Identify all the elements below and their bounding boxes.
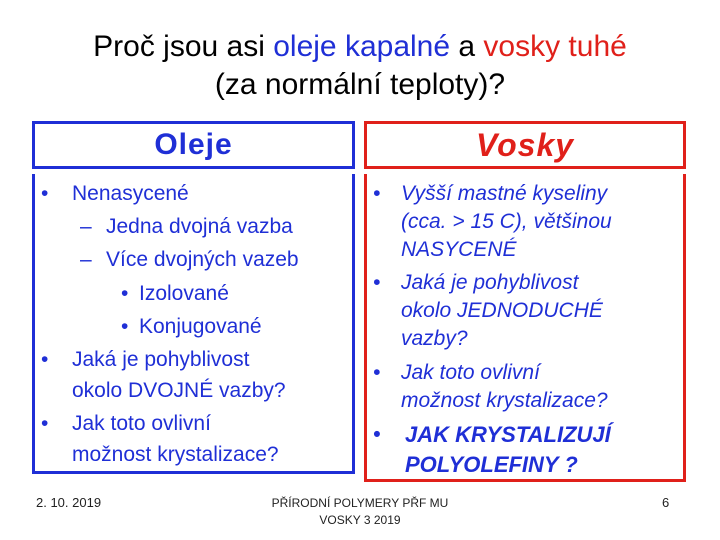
waxes-header-box	[364, 121, 686, 169]
waxes-item-mobility-1: Jaká je pohyblivost	[401, 271, 579, 294]
waxes-header: Vosky	[475, 126, 575, 163]
oils-item-crystal-q1: Jak toto ovlivní	[72, 412, 211, 435]
bullet-icon: •	[121, 282, 129, 305]
bullet-icon: •	[373, 361, 381, 384]
dash-icon: –	[80, 215, 92, 238]
bullet-icon: •	[41, 182, 49, 205]
bullet-icon: •	[41, 348, 49, 371]
bullet-icon: •	[121, 315, 129, 338]
bullet-icon: •	[373, 423, 381, 446]
oils-header: Oleje	[154, 128, 233, 161]
oils-header-box	[32, 121, 355, 169]
waxes-item-crystal-1: Jak toto ovlivní	[401, 361, 540, 384]
waxes-item-polyolefins-2: POLYOLEFINY ?	[405, 452, 578, 477]
title-part-waxes: vosky tuhé	[483, 30, 627, 63]
oils-item-mobility-q1: Jaká je pohyblivost	[72, 348, 250, 371]
waxes-item-mobility-3: vazby?	[401, 327, 468, 350]
oils-item-multiple-double-bonds: Více dvojných vazeb	[106, 248, 299, 271]
oils-item-unsaturated: Nenasycené	[72, 182, 189, 205]
waxes-item-polyolefins-1: JAK KRYSTALIZUJÍ	[405, 422, 611, 447]
oils-item-mobility-q2: okolo DVOJNÉ vazby?	[72, 379, 286, 402]
waxes-item-fatty-acids-1: Vyšší mastné kyseliny	[401, 182, 608, 205]
oils-item-crystal-q2: možnost krystalizace?	[72, 443, 279, 466]
footer-course: PŘÍRODNÍ POLYMERY PŘF MU	[271, 496, 449, 510]
title-line-2: (za normální teploty)?	[214, 68, 506, 101]
footer-topic: VOSKY 3 2019	[319, 513, 401, 527]
oils-item-conjugated: Konjugované	[139, 315, 262, 338]
title-part-3: a	[450, 30, 484, 63]
title-part-1: Proč jsou asi	[93, 30, 274, 63]
footer-page-number: 6	[662, 495, 670, 510]
title-part-oils: oleje kapalné	[273, 30, 451, 63]
oils-item-one-double-bond: Jedna dvojná vazba	[106, 215, 293, 238]
oils-item-isolated: Izolované	[139, 282, 229, 305]
bullet-icon: •	[41, 412, 49, 435]
bullet-icon: •	[373, 271, 381, 294]
waxes-item-fatty-acids-2: (cca. > 15 C), většinou	[401, 210, 612, 233]
oils-content-box	[32, 174, 355, 474]
dash-icon: –	[80, 248, 92, 271]
waxes-item-crystal-2: možnost krystalizace?	[401, 389, 608, 412]
slide-title	[0, 28, 720, 104]
waxes-item-mobility-2: okolo JEDNODUCHÉ	[401, 299, 603, 322]
waxes-item-fatty-acids-3: NASYCENÉ	[401, 238, 517, 261]
bullet-icon: •	[373, 182, 381, 205]
footer-date: 2. 10. 2019	[36, 495, 102, 510]
waxes-content-box	[364, 174, 686, 482]
footer-center	[230, 495, 490, 529]
